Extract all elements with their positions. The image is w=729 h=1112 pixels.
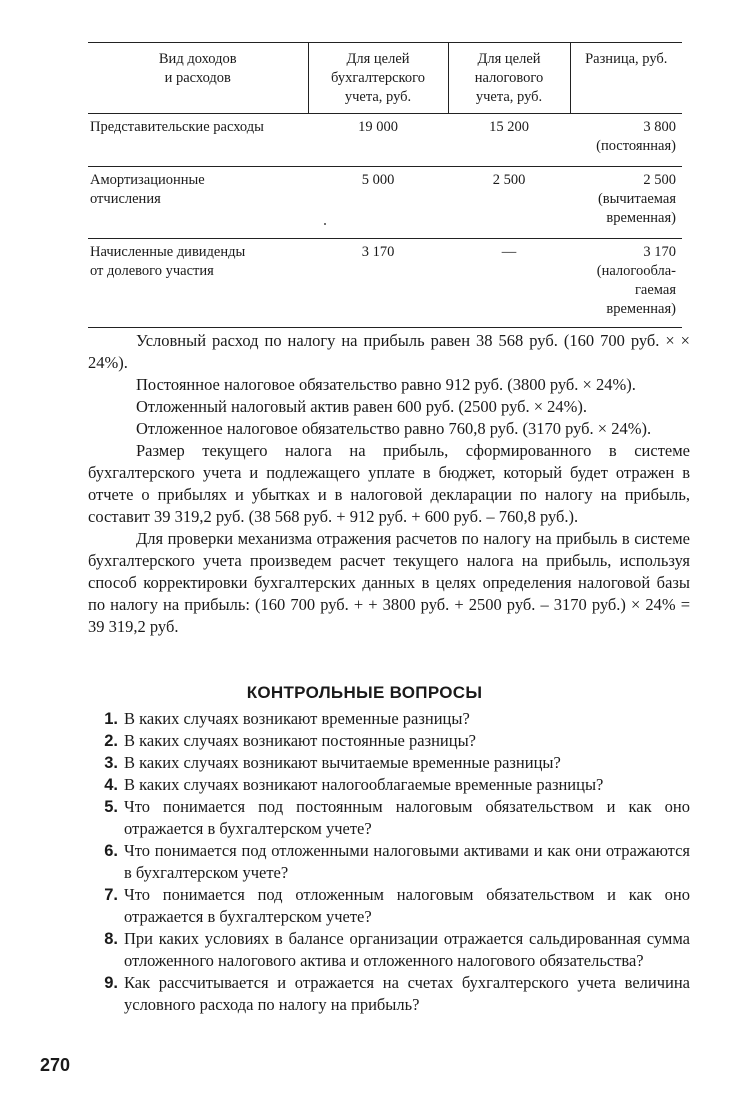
paragraph: Размер текущего налога на прибыль, сформированного в системе бухгалтерского учета и подлежащего уплате в бюджет, который будет отражен в отчете о прибылях и убытках и в налоговой декларации по налогу на прибыль, составит 39 319,2 руб. (38 568 руб. + 912 руб. + 600 руб. – 760,8 руб.). <box>88 441 690 526</box>
table-row <box>88 239 682 328</box>
list-item <box>88 928 690 972</box>
header-tax: Для целей налогового учета, руб. <box>448 43 570 114</box>
list-item <box>88 730 690 752</box>
question-text: В каких случаях возникают вычитаемые временные разницы? <box>124 753 561 772</box>
list-item <box>88 796 690 840</box>
row-tax-value: 2 500 <box>448 167 570 239</box>
list-item <box>88 708 690 730</box>
paragraph: Отложенное налоговое обязательство равно 760,8 руб. (3170 руб. × 24%). <box>136 419 652 438</box>
page-number: 270 <box>40 1055 71 1075</box>
header-type: Вид доходов и расходов <box>88 43 308 114</box>
question-text: Что понимается под отложенным налоговым обязательством и как оно отражается в бухгалтерском учете? <box>124 885 690 926</box>
question-number: 1. <box>104 710 118 728</box>
row-name: Представительские расходы <box>90 119 264 135</box>
row-name: Начисленные дивиденды от долевого участия <box>88 239 308 328</box>
list-item <box>88 972 690 1016</box>
question-number: 8. <box>104 930 118 948</box>
list-item <box>88 774 690 796</box>
list-item <box>88 752 690 774</box>
tax-differences-table <box>88 42 682 328</box>
table-row <box>88 114 682 167</box>
paragraph: Условный расход по налогу на прибыль равен 38 568 руб. (160 700 руб. × × 24%). <box>88 331 690 372</box>
body-text <box>88 330 690 638</box>
question-text: Что понимается под отложенными налоговыми активами и как они отражаются в бухгалтерском учете? <box>124 841 690 882</box>
question-text: В каких случаях возникают временные разницы? <box>124 709 470 728</box>
header-difference: Разница, руб. <box>570 43 682 114</box>
row-tax-value: 15 200 <box>489 119 529 135</box>
question-number: 4. <box>104 776 118 794</box>
paragraph: Отложенный налоговый актив равен 600 руб. (2500 руб. × 24%). <box>136 397 588 416</box>
row-difference: 2 500 (вычитаемая временная) <box>570 167 682 239</box>
list-item <box>88 884 690 928</box>
row-difference: 3 800 (постоянная) <box>596 119 676 154</box>
section-heading: КОНТРОЛЬНЫЕ ВОПРОСЫ <box>246 683 483 702</box>
header-accounting: Для целей бухгалтерского учета, руб. <box>308 43 448 114</box>
table-header-row <box>88 43 682 114</box>
table-row <box>88 167 682 239</box>
print-speck <box>324 223 326 225</box>
question-number: 9. <box>104 974 118 992</box>
question-text: Как рассчитывается и отражается на счетах бухгалтерского учета величина условного расхода по налогу на прибыль? <box>124 973 690 1014</box>
paragraph: Постоянное налоговое обязательство равно 912 руб. (3800 руб. × 24%). <box>136 375 636 394</box>
row-name: Амортизационные отчисления <box>88 167 308 239</box>
row-tax-value: — <box>448 239 570 328</box>
row-difference: 3 170 (налогообла- гаемая временная) <box>570 239 682 328</box>
question-number: 3. <box>104 754 118 772</box>
question-text: Что понимается под постоянным налоговым обязательством и как оно отражается в бухгалтерском учете? <box>124 797 690 838</box>
list-item <box>88 840 690 884</box>
question-number: 6. <box>104 842 118 860</box>
paragraph: Для проверки механизма отражения расчетов по налогу на прибыль в системе бухгалтерского учета произведем расчет текущего налога на прибыль, используя способ корректировки бухгалтерских данных в целях определения налоговой базы по налогу на прибыль: (160 700 руб. + + 3800 руб. + 2500 руб. – 3170 руб.) × 24% = 39 319,2 руб. <box>88 529 690 636</box>
row-accounting-value: 5 000 <box>308 167 448 239</box>
questions-list <box>88 708 690 1016</box>
row-accounting-value: 3 170 <box>308 239 448 328</box>
row-accounting-value: 19 000 <box>358 119 398 135</box>
question-number: 5. <box>104 798 118 816</box>
question-text: При каких условиях в балансе организации отражается сальдированная сумма отложенного налогового актива и отложенного налогового обязательства? <box>124 929 690 970</box>
question-text: В каких случаях возникают налогооблагаемые временные разницы? <box>124 775 604 794</box>
question-number: 2. <box>104 732 118 750</box>
question-text: В каких случаях возникают постоянные разницы? <box>124 731 476 750</box>
question-number: 7. <box>104 886 118 904</box>
